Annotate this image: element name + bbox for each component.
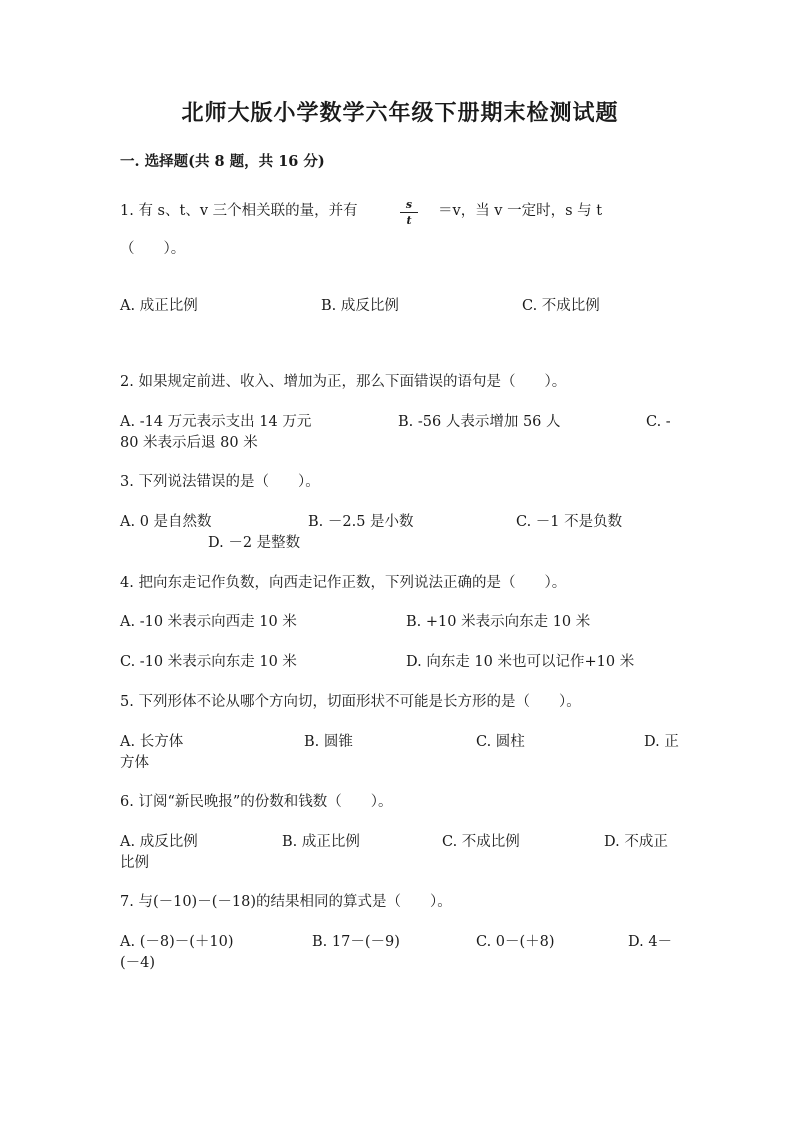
q3-stem: 3. 下列说法错误的是（ ）。	[120, 474, 320, 490]
q2-option-c: C. -	[646, 414, 671, 430]
q6-option-d: D. 不成正	[604, 834, 668, 850]
q6-option-d-wrap: 比例	[120, 855, 149, 871]
q1-option-b: B. 成反比例	[321, 298, 399, 314]
q4-option-d: D. 向东走 10 米也可以记作+10 米	[406, 654, 635, 670]
q5-stem: 5. 下列形体不论从哪个方向切，切面形状不可能是长方形的是（ ）。	[120, 694, 581, 710]
q5-option-b: B. 圆锥	[304, 734, 353, 750]
q1-option-a: A. 成正比例	[120, 298, 198, 314]
q4-stem: 4. 把向东走记作负数，向西走记作正数，下列说法正确的是（ ）。	[120, 575, 567, 591]
fraction-bar	[400, 212, 418, 213]
q2-option-a: A. -14 万元表示支出 14 万元	[120, 414, 312, 430]
q3-option-c: C. －1 不是负数	[516, 514, 623, 530]
q3-option-d: D. －2 是整数	[208, 535, 301, 551]
q2-stem: 2. 如果规定前进、收入、增加为正，那么下面错误的语句是（ ）。	[120, 374, 567, 390]
q1-stem-continued: ＝v，当 v 一定时，s 与 t	[438, 203, 603, 219]
q3-option-a: A. 0 是自然数	[120, 514, 212, 530]
q5-option-d: D. 正	[644, 734, 679, 750]
q5-option-a: A. 长方体	[120, 734, 184, 750]
q2-option-c-wrap: 80 米表示后退 80 米	[120, 435, 258, 451]
q5-option-c: C. 圆柱	[476, 734, 525, 750]
fraction-denominator: t	[406, 214, 412, 227]
page-title: 北师大版小学数学六年级下册期末检测试题	[181, 100, 619, 126]
q1-blank: （ ）。	[120, 241, 186, 257]
q7-stem: 7. 与(－10)－(－18)的结果相同的算式是（ ）。	[120, 894, 452, 910]
q4-option-c: C. -10 米表示向东走 10 米	[120, 654, 297, 670]
q7-option-c: C. 0－(＋8)	[476, 934, 555, 950]
q1-stem: 1. 有 s、t、v 三个相关联的量，并有	[120, 203, 358, 219]
q6-stem: 6. 订阅“新民晚报”的份数和钱数（ ）。	[120, 794, 393, 810]
q7-option-d-wrap: (－4)	[120, 955, 156, 971]
q1-option-c: C. 不成比例	[522, 298, 600, 314]
q4-option-a: A. -10 米表示向西走 10 米	[120, 614, 297, 630]
q6-option-a: A. 成反比例	[120, 834, 198, 850]
q6-option-c: C. 不成比例	[442, 834, 520, 850]
q7-option-b: B. 17－(－9)	[312, 934, 400, 950]
q7-option-a: A. (－8)－(＋10)	[120, 934, 234, 950]
q1-fraction	[396, 198, 422, 227]
section-heading: 一. 选择题(共 8 题，共 16 分)	[120, 153, 325, 170]
fraction-numerator: s	[405, 198, 413, 211]
q3-option-b: B. －2.5 是小数	[308, 514, 414, 530]
q7-option-d: D. 4－	[628, 934, 673, 950]
q2-option-b: B. -56 人表示增加 56 人	[398, 414, 561, 430]
q4-option-b: B. +10 米表示向东走 10 米	[406, 614, 591, 630]
q6-option-b: B. 成正比例	[282, 834, 360, 850]
q5-option-d-wrap: 方体	[120, 755, 149, 771]
